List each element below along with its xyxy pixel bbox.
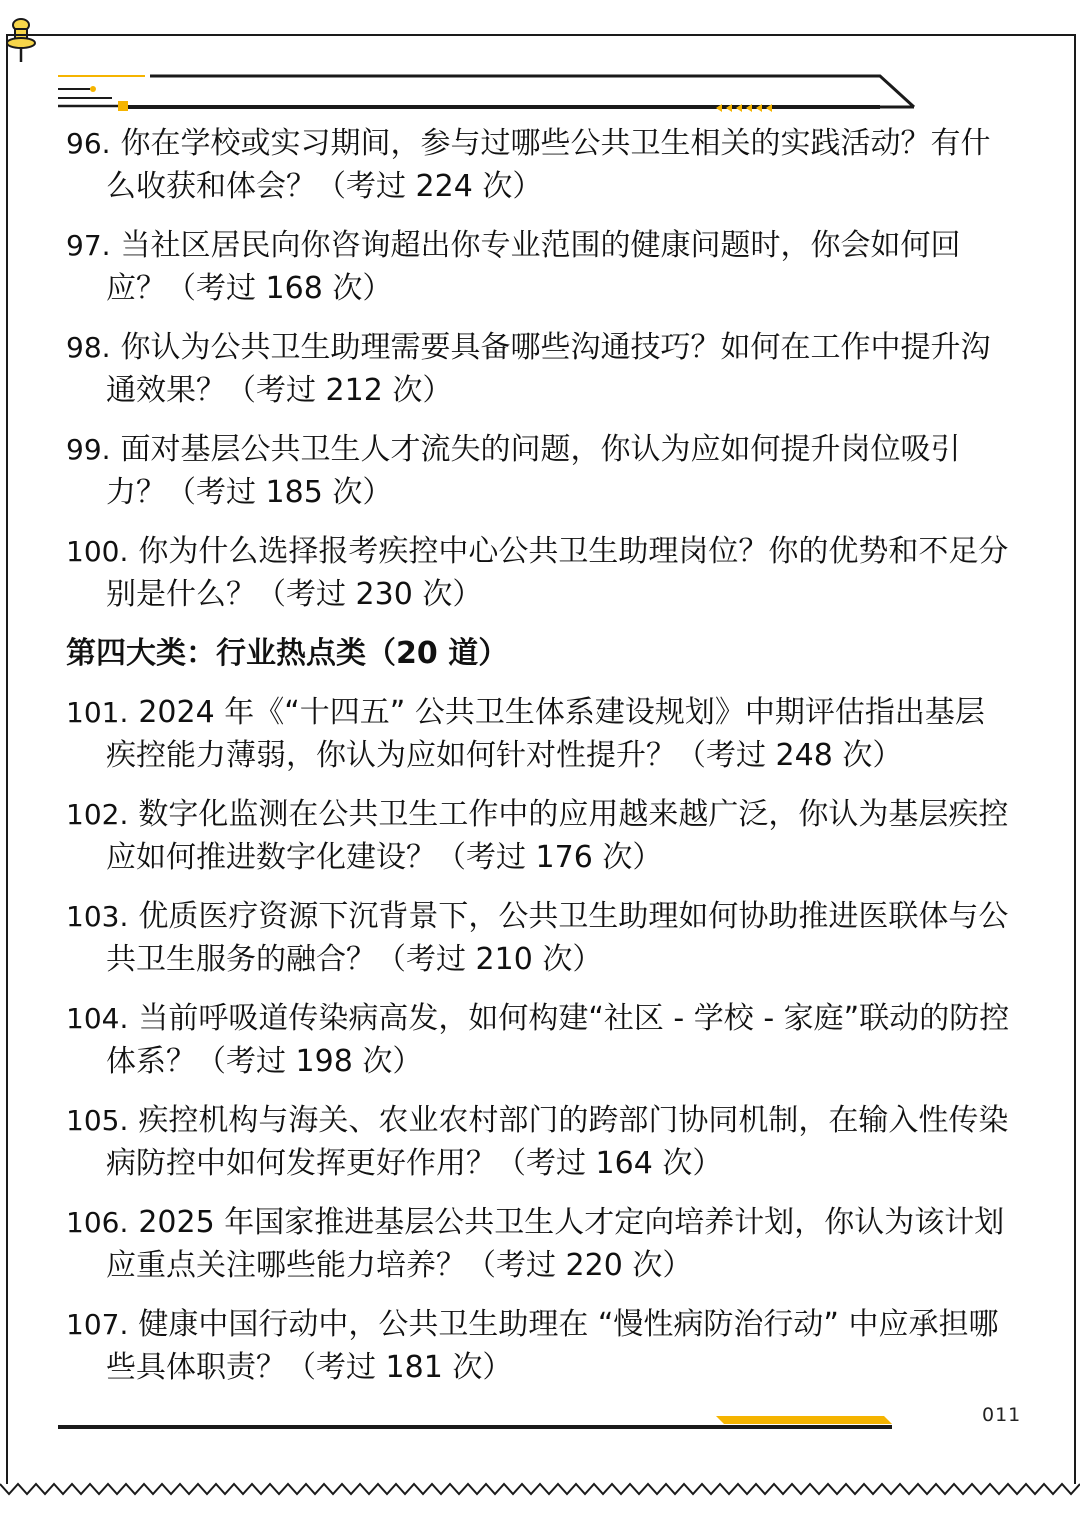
question-item	[66, 224, 1014, 310]
question-number: 105.	[66, 1104, 129, 1137]
page-number: 011	[982, 1404, 1022, 1426]
question-item	[66, 895, 1014, 981]
question-item	[66, 793, 1014, 879]
question-number: 99.	[66, 433, 111, 466]
question-text: 健康中国行动中，公共卫生助理在 “慢性病防治行动” 中应承担哪些具体职责？（考过 181 次）	[106, 1307, 999, 1385]
question-item	[66, 1201, 1014, 1287]
torn-edge-decoration	[0, 1478, 1080, 1500]
question-item	[66, 997, 1014, 1083]
question-item	[66, 326, 1014, 412]
question-item	[66, 1099, 1014, 1185]
question-item	[66, 428, 1014, 514]
question-number: 102.	[66, 798, 129, 831]
question-item	[66, 691, 1014, 777]
question-item	[66, 530, 1014, 616]
question-text: 当前呼吸道传染病高发，如何构建“社区 - 学校 - 家庭”联动的防控体系？（考过 198 次）	[106, 1001, 1010, 1079]
question-text: 2025 年国家推进基层公共卫生人才定向培养计划，你认为该计划应重点关注哪些能力培养？（考过 220 次）	[106, 1205, 1005, 1283]
question-text: 你在学校或实习期间，参与过哪些公共卫生相关的实践活动？有什么收获和体会？（考过 224 次）	[106, 126, 991, 204]
question-number: 101.	[66, 696, 129, 729]
question-item	[66, 122, 1014, 208]
question-item	[66, 1303, 1014, 1389]
question-text: 你为什么选择报考疾控中心公共卫生助理岗位？你的优势和不足分别是什么？（考过 230 次）	[106, 534, 1009, 612]
question-number: 103.	[66, 900, 129, 933]
question-number: 98.	[66, 331, 111, 364]
question-number: 104.	[66, 1002, 129, 1035]
question-number: 100.	[66, 535, 129, 568]
footer-decoration	[0, 1410, 1080, 1440]
question-text: 疾控机构与海关、农业农村部门的跨部门协同机制，在输入性传染病防控中如何发挥更好作用？（考过 164 次）	[106, 1103, 1009, 1181]
question-text: 当社区居民向你咨询超出你专业范围的健康问题时，你会如何回应？（考过 168 次）	[106, 228, 961, 306]
question-text: 优质医疗资源下沉背景下，公共卫生助理如何协助推进医联体与公共卫生服务的融合？（考过 210 次）	[106, 899, 1009, 977]
question-text: 面对基层公共卫生人才流失的问题，你认为应如何提升岗位吸引力？（考过 185 次）	[106, 432, 961, 510]
section-title: 第四大类：行业热点类（20 道）	[66, 636, 509, 671]
question-number: 106.	[66, 1206, 129, 1239]
question-list	[66, 122, 1014, 1405]
question-text: 2024 年《“十四五” 公共卫生体系建设规划》中期评估指出基层疾控能力薄弱，你认为应如何针对性提升？（考过 248 次）	[106, 695, 985, 773]
question-number: 97.	[66, 229, 111, 262]
header-decoration	[0, 70, 1080, 120]
question-text: 数字化监测在公共卫生工作中的应用越来越广泛，你认为基层疾控应如何推进数字化建设？（考过 176 次）	[106, 797, 1009, 875]
question-number: 96.	[66, 127, 111, 160]
question-text: 你认为公共卫生助理需要具备哪些沟通技巧？如何在工作中提升沟通效果？（考过 212 次）	[106, 330, 991, 408]
question-number: 107.	[66, 1308, 129, 1341]
